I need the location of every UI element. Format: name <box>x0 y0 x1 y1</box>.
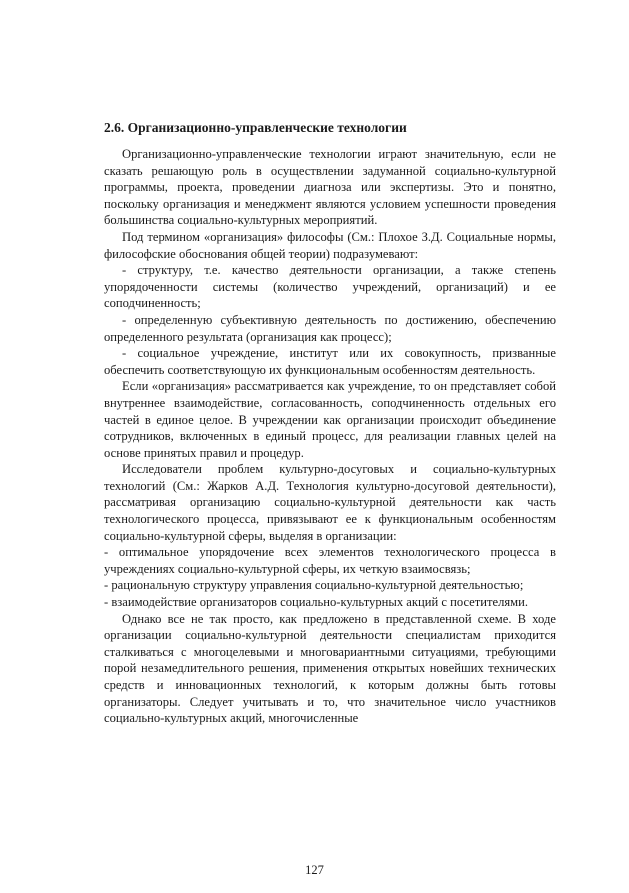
body-text <box>104 146 556 727</box>
section-heading: 2.6. Организационно-управленческие технологии <box>104 120 407 135</box>
list-item: - взаимодействие организаторов социально-культурных акций с посетителями. <box>104 595 529 610</box>
paragraph: Под термином «организация» философы (См.: Плохое З.Д. Социальные нормы, философские обоснования общей теории) подразумевают: <box>104 229 556 261</box>
list-item: - оптимальное упорядочение всех элементов технологического процесса в учреждениях социально-культурной сферы, их четкую взаимосвязь; <box>104 545 556 576</box>
paragraph: Если «организация» рассматривается как учреждение, то он представляет собой внутреннее взаимодействие, согласованность, соподчиненность отдельных его частей в единое целое. В учреждении как организации происходит объединение сотрудников, включенных в единый процесс, для реализации главных целей на основе принятых правил и процедур. <box>104 379 556 460</box>
paragraph: Исследователи проблем культурно-досуговых и социально-культурных технологий (См.: Жарков А.Д. Технология культурно-досуговой деятельности), рассматривая организацию социально-культурной деятельности как часть технологического процесса, привязывают ее к функциональным особенностям социально-культурной сферы, выделяя в организации: <box>104 462 556 543</box>
paragraph: Однако все не так просто, как предложено в представленной схеме. В ходе организации социально-культурной деятельности специалистам приходится сталкиваться с многоцелевыми и многовариантными ситуациями, требующими порой незамедлительного решения, применения открытых новейших технических средств и инновационных технологий, к которым должны быть готовы организаторы. Следует учитывать и то, что значительное число участников социально-культурных акций, многочисленные <box>104 611 556 726</box>
list-item: - определенную субъективную деятельность по достижению, обеспечению определенного результата (организация как процесс); <box>104 312 556 344</box>
page-content <box>104 120 556 727</box>
page-number: 127 <box>305 863 324 877</box>
list-item: - рациональную структуру управления социально-культурной деятельностью; <box>104 578 524 593</box>
paragraph: Организационно-управленческие технологии играют значительную, если не сказать решающую роль в осуществлении задуманной социально-культурной программы, проекта, проведении диагноза или экспертизы. Это и понятно, поскольку организация и менеджмент являются условием успешности проведения большинства социально-культурных мероприятий. <box>104 147 556 228</box>
list-item: - социальное учреждение, институт или их совокупность, призванные обеспечить соответствующую их функциональным особенностям деятельность. <box>104 346 556 377</box>
list-item: - структуру, т.е. качество деятельности организации, а также степень упорядоченности системы (количество учреждений, организаций) и ее соподчиненность; <box>104 263 556 311</box>
